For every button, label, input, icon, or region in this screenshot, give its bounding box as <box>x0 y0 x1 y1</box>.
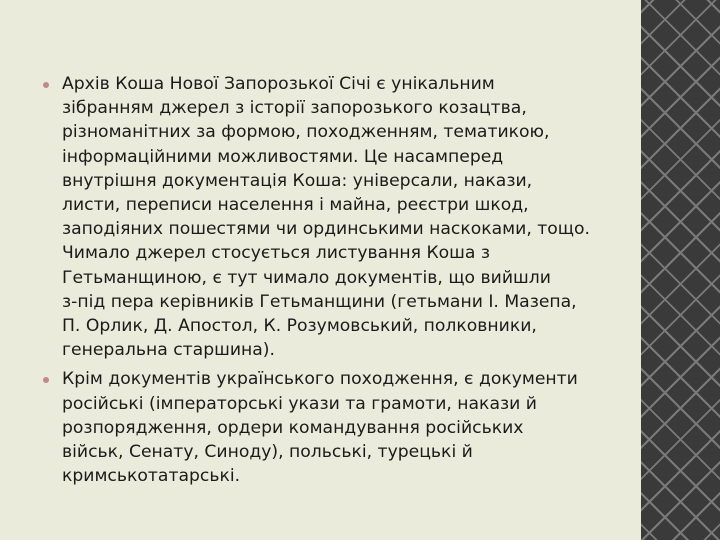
text-line: з-під пера керівників Гетьманщини (гетьмани І. Мазепа, <box>62 291 577 312</box>
text-line: внутрішня документація Коша: універсали, накази, <box>62 170 533 191</box>
text-line: різноманітних за формою, походженням, тематикою, <box>62 122 550 143</box>
bullet-item-foreign-documents <box>40 367 640 488</box>
text-line: листи, переписи населення і майна, реєстри шкод, <box>62 195 529 216</box>
text-line: розпорядження, ордери командування російських <box>62 417 524 438</box>
text-line: кримськотатарські. <box>62 466 241 487</box>
text-line: Крім документів українського походження, є документи <box>62 369 578 390</box>
decorative-side-pattern <box>641 0 720 540</box>
text-line: П. Орлик, Д. Апостол, К. Розумовський, полковники, <box>62 316 537 337</box>
text-line: російські (імператорські укази та грамоти, накази й <box>62 393 537 414</box>
bullet-text <box>62 367 640 488</box>
text-line: інформаційними можливостями. Це насамперед <box>62 146 504 167</box>
bullet-item-archive <box>40 72 640 362</box>
bullet-marker-icon <box>43 82 49 88</box>
text-line: військ, Сенату, Синоду), польські, турецькі й <box>62 442 473 463</box>
text-line: Чимало джерел стосується листування Коша з <box>62 243 491 264</box>
bullet-text <box>62 72 640 362</box>
text-line: Гетьманщиною, є тут чимало документів, що вийшли <box>62 267 551 288</box>
text-line: зібранням джерел з історії запорозького козацтва, <box>62 98 527 119</box>
bullet-marker-icon <box>43 377 49 383</box>
text-line: генеральна старшина). <box>62 340 275 361</box>
text-line: заподіяних пошестями чи ординськими наскоками, тощо. <box>62 219 590 240</box>
text-line: Архів Коша Нової Запорозької Січі є унікальним <box>62 74 495 94</box>
bullet-list <box>40 72 640 493</box>
